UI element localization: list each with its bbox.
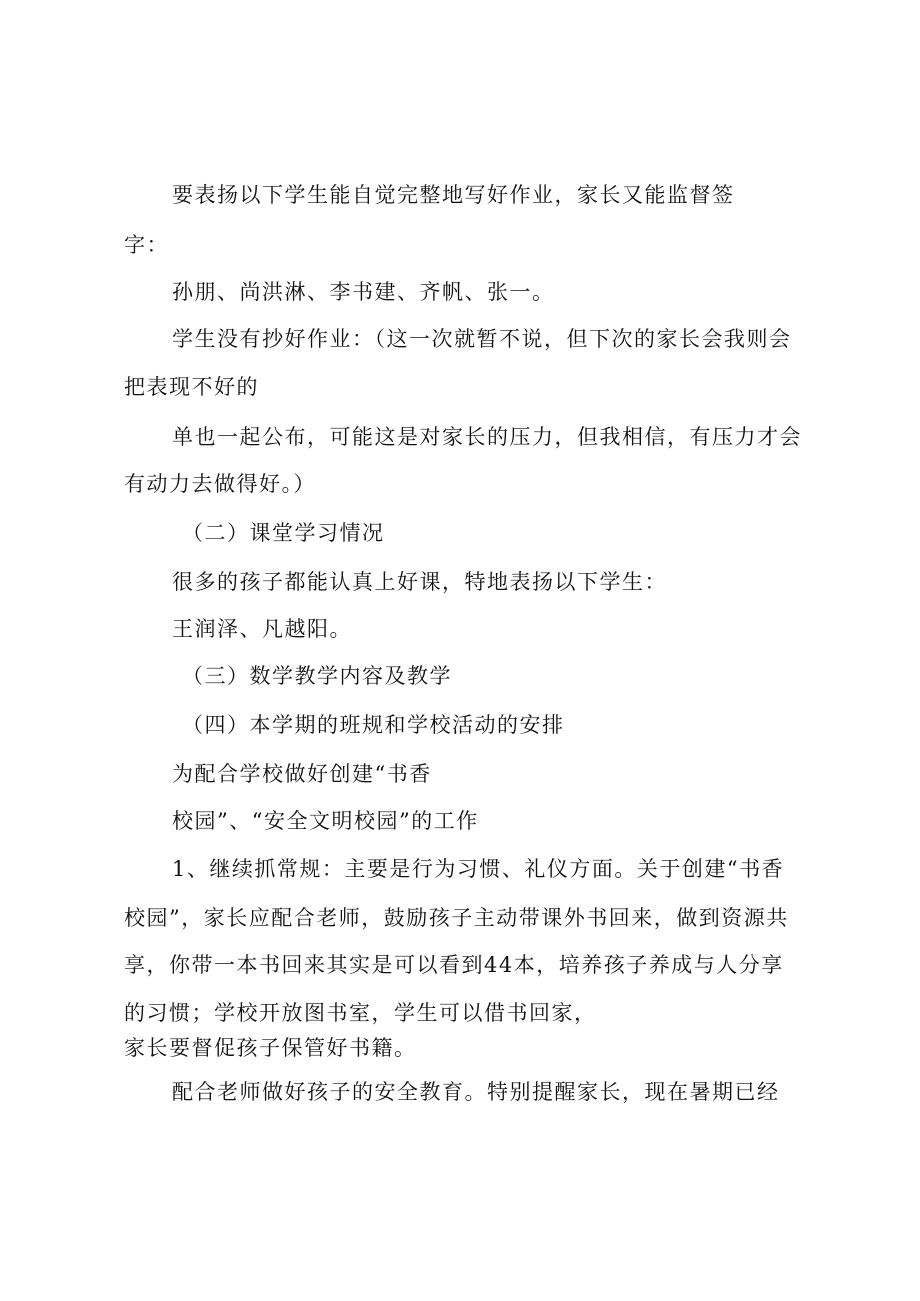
paragraph-line-20: 配合老师做好孩子的安全教育。特别提醒家长，现在暑期已经 bbox=[172, 1080, 780, 1104]
section-heading-2: （二）课堂学习情况 bbox=[182, 521, 385, 545]
section-heading-3: （三）数学教学内容及教学 bbox=[182, 664, 452, 688]
section-heading-4: （四）本学期的班规和学校活动的安排 bbox=[182, 713, 565, 737]
paragraph-line-15: 1、继续抓常规：主要是行为习惯、礼仪方面。关于创建“书香 bbox=[172, 857, 785, 881]
paragraph-line-7: 有动力去做得好。） bbox=[124, 472, 316, 496]
praised-students-homework: 孙朋、尚洪淋、李书建、齐帆、张一。 bbox=[172, 280, 555, 304]
paragraph-line-16: 校园”，家长应配合老师，鼓励孩子主动带课外书回来，做到资源共 bbox=[124, 906, 789, 930]
paragraph-line-9: 很多的孩子都能认真上好课，特地表扬以下学生： bbox=[172, 570, 667, 594]
paragraph-line-2: 字： bbox=[124, 233, 169, 257]
paragraph-line-14: 校园”、“安全文明校园”的工作 bbox=[172, 809, 479, 833]
praised-students-class: 王润泽、凡越阳。 bbox=[172, 617, 352, 641]
paragraph-line-4: 学生没有抄好作业：（这一次就暂不说，但下次的家长会我则会 bbox=[172, 327, 792, 351]
paragraph-line-5: 把表现不好的 bbox=[124, 375, 259, 399]
paragraph-line-1: 要表扬以下学生能自觉完整地写好作业，家长又能监督签 bbox=[172, 183, 735, 207]
paragraph-line-13: 为配合学校做好创建“书香 bbox=[172, 762, 432, 786]
paragraph-line-6: 单也一起公布，可能这是对家长的压力，但我相信，有压力才会 bbox=[172, 425, 802, 449]
paragraph-line-19: 家长要督促孩子保管好书籍。 bbox=[124, 1036, 417, 1060]
paragraph-line-18: 的习惯；学校开放图书室，学生可以借书回家， bbox=[124, 1001, 597, 1025]
paragraph-line-17: 享，你带一本书回来其实是可以看到44本，培养孩子养成与人分享 bbox=[124, 953, 784, 977]
